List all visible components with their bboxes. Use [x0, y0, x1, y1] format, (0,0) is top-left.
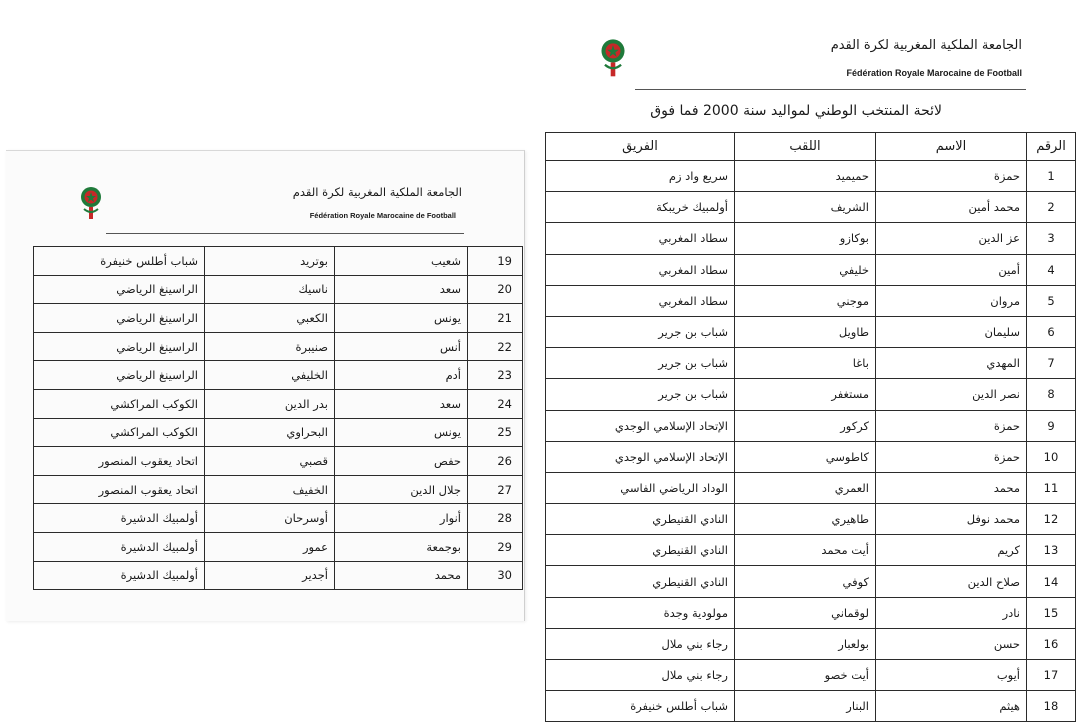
given-name-cell: سعد — [335, 389, 468, 418]
given-name-cell: سليمان — [876, 316, 1027, 347]
number-cell: 22 — [468, 332, 523, 361]
team-cell: سطاد المغربي — [546, 285, 735, 316]
given-name-cell: أدم — [335, 361, 468, 390]
team-cell: الراسينغ الرياضي — [34, 275, 205, 304]
document-page-2 — [6, 150, 525, 621]
given-name-cell: محمد أمين — [876, 192, 1027, 223]
table-row — [546, 535, 1076, 566]
table-row — [546, 161, 1076, 192]
team-cell: أولمبيك الدشيرة — [34, 504, 205, 533]
table-row — [546, 691, 1076, 722]
header-team: الفريق — [546, 133, 735, 161]
surname-cell: ناسيك — [205, 275, 335, 304]
number-cell: 11 — [1027, 472, 1076, 503]
federation-name-arabic: الجامعة الملكية المغربية لكرة القدم — [292, 185, 462, 199]
table-row — [34, 532, 523, 561]
surname-cell: البنار — [735, 691, 876, 722]
team-cell: رجاء بني ملال — [546, 628, 735, 659]
team-cell: النادي القنيطري — [546, 535, 735, 566]
number-cell: 27 — [468, 475, 523, 504]
players-table-continued — [33, 246, 523, 590]
number-cell: 7 — [1027, 348, 1076, 379]
team-cell: الإتحاد الإسلامي الوجدي — [546, 410, 735, 441]
table-row — [546, 254, 1076, 285]
table-row — [34, 361, 523, 390]
given-name-cell: أنوار — [335, 504, 468, 533]
number-cell: 4 — [1027, 254, 1076, 285]
team-cell: مولودية وجدة — [546, 597, 735, 628]
document-page-1 — [540, 18, 1080, 726]
given-name-cell: أنس — [335, 332, 468, 361]
given-name-cell: نصر الدين — [876, 379, 1027, 410]
given-name-cell: المهدي — [876, 348, 1027, 379]
table-row — [546, 285, 1076, 316]
table-row — [546, 348, 1076, 379]
number-cell: 30 — [468, 561, 523, 590]
table-row — [34, 561, 523, 590]
given-name-cell: محمد — [876, 472, 1027, 503]
team-cell: الكوكب المراكشي — [34, 418, 205, 447]
surname-cell: عمور — [205, 532, 335, 561]
table-row — [546, 504, 1076, 535]
header-divider — [635, 89, 1026, 90]
surname-cell: باغا — [735, 348, 876, 379]
team-cell: اتحاد يعقوب المنصور — [34, 447, 205, 476]
team-cell: شباب بن جرير — [546, 348, 735, 379]
table-row — [546, 316, 1076, 347]
surname-cell: الشريف — [735, 192, 876, 223]
table-row — [34, 389, 523, 418]
surname-cell: موجني — [735, 285, 876, 316]
number-cell: 25 — [468, 418, 523, 447]
surname-cell: خليفي — [735, 254, 876, 285]
given-name-cell: أيوب — [876, 660, 1027, 691]
given-name-cell: بوجمعة — [335, 532, 468, 561]
frmf-logo-icon — [598, 37, 628, 81]
team-cell: شباب أطلس خنيفرة — [34, 247, 205, 276]
given-name-cell: أمين — [876, 254, 1027, 285]
federation-name-french: Fédération Royale Marocaine de Football — [846, 68, 1022, 78]
number-cell: 3 — [1027, 223, 1076, 254]
surname-cell: كوفي — [735, 566, 876, 597]
number-cell: 5 — [1027, 285, 1076, 316]
number-cell: 9 — [1027, 410, 1076, 441]
number-cell: 24 — [468, 389, 523, 418]
given-name-cell: حمزة — [876, 441, 1027, 472]
number-cell: 2 — [1027, 192, 1076, 223]
given-name-cell: شعيب — [335, 247, 468, 276]
number-cell: 26 — [468, 447, 523, 476]
header-number: الرقم — [1027, 133, 1076, 161]
table-row — [34, 418, 523, 447]
surname-cell: طاويل — [735, 316, 876, 347]
given-name-cell: محمد — [335, 561, 468, 590]
surname-cell: طاهيري — [735, 504, 876, 535]
players-table — [545, 132, 1076, 722]
given-name-cell: هيثم — [876, 691, 1027, 722]
table-row — [34, 504, 523, 533]
team-cell: سطاد المغربي — [546, 223, 735, 254]
table-row — [546, 472, 1076, 503]
surname-cell: كركور — [735, 410, 876, 441]
given-name-cell: مروان — [876, 285, 1027, 316]
number-cell: 21 — [468, 304, 523, 333]
surname-cell: بدر الدين — [205, 389, 335, 418]
given-name-cell: محمد نوفل — [876, 504, 1027, 535]
surname-cell: أيت محمد — [735, 535, 876, 566]
number-cell: 13 — [1027, 535, 1076, 566]
surname-cell: كاطوسي — [735, 441, 876, 472]
team-cell: شباب بن جرير — [546, 379, 735, 410]
team-cell: أولمبيك الدشيرة — [34, 532, 205, 561]
table-row — [34, 447, 523, 476]
team-cell: النادي القنيطري — [546, 504, 735, 535]
surname-cell: أوسرحان — [205, 504, 335, 533]
surname-cell: مستغفر — [735, 379, 876, 410]
surname-cell: الكعبي — [205, 304, 335, 333]
table-row — [546, 379, 1076, 410]
table-row — [34, 247, 523, 276]
number-cell: 15 — [1027, 597, 1076, 628]
given-name-cell: سعد — [335, 275, 468, 304]
surname-cell: قصبي — [205, 447, 335, 476]
team-cell: أولمبيك الدشيرة — [34, 561, 205, 590]
given-name-cell: جلال الدين — [335, 475, 468, 504]
number-cell: 19 — [468, 247, 523, 276]
number-cell: 23 — [468, 361, 523, 390]
number-cell: 14 — [1027, 566, 1076, 597]
team-cell: الراسينغ الرياضي — [34, 361, 205, 390]
team-cell: سريع واد زم — [546, 161, 735, 192]
surname-cell: بوكازو — [735, 223, 876, 254]
table-row — [546, 566, 1076, 597]
number-cell: 1 — [1027, 161, 1076, 192]
given-name-cell: صلاح الدين — [876, 566, 1027, 597]
given-name-cell: حمزة — [876, 161, 1027, 192]
given-name-cell: حسن — [876, 628, 1027, 659]
number-cell: 29 — [468, 532, 523, 561]
team-cell: رجاء بني ملال — [546, 660, 735, 691]
table-row — [34, 332, 523, 361]
team-cell: الإتحاد الإسلامي الوجدي — [546, 441, 735, 472]
team-cell: أولمبيك خريبكة — [546, 192, 735, 223]
given-name-cell: نادر — [876, 597, 1027, 628]
number-cell: 28 — [468, 504, 523, 533]
table-row — [546, 192, 1076, 223]
team-cell: اتحاد يعقوب المنصور — [34, 475, 205, 504]
federation-name-french: Fédération Royale Marocaine de Football — [309, 211, 456, 220]
given-name-cell: حمزة — [876, 410, 1027, 441]
surname-cell: صنيبرة — [205, 332, 335, 361]
number-cell: 6 — [1027, 316, 1076, 347]
table-row — [546, 223, 1076, 254]
team-cell: شباب بن جرير — [546, 316, 735, 347]
table-header-row — [546, 133, 1076, 161]
team-cell: الراسينغ الرياضي — [34, 304, 205, 333]
table-row — [34, 275, 523, 304]
number-cell: 16 — [1027, 628, 1076, 659]
team-cell: الكوكب المراكشي — [34, 389, 205, 418]
surname-cell: العمري — [735, 472, 876, 503]
given-name-cell: كريم — [876, 535, 1027, 566]
federation-name-arabic: الجامعة الملكية المغربية لكرة القدم — [830, 38, 1022, 53]
surname-cell: الخليفي — [205, 361, 335, 390]
surname-cell: الخفيف — [205, 475, 335, 504]
surname-cell: بوتريد — [205, 247, 335, 276]
number-cell: 8 — [1027, 379, 1076, 410]
table-row — [546, 410, 1076, 441]
frmf-logo-icon — [78, 185, 104, 223]
table-row — [546, 660, 1076, 691]
team-cell: الراسينغ الرياضي — [34, 332, 205, 361]
table-row — [546, 628, 1076, 659]
team-cell: شباب أطلس خنيفرة — [546, 691, 735, 722]
header-given-name: الاسم — [876, 133, 1027, 161]
list-title: لائحة المنتخب الوطني لمواليد سنة 2000 فما فوق — [650, 103, 942, 119]
given-name-cell: يونس — [335, 304, 468, 333]
table-row — [34, 304, 523, 333]
table-row — [34, 475, 523, 504]
number-cell: 17 — [1027, 660, 1076, 691]
surname-cell: أجدير — [205, 561, 335, 590]
table-row — [546, 597, 1076, 628]
given-name-cell: عز الدين — [876, 223, 1027, 254]
surname-cell: حميميد — [735, 161, 876, 192]
team-cell: سطاد المغربي — [546, 254, 735, 285]
header-surname: اللقب — [735, 133, 876, 161]
header-divider — [106, 233, 464, 234]
number-cell: 18 — [1027, 691, 1076, 722]
surname-cell: لوقماني — [735, 597, 876, 628]
number-cell: 10 — [1027, 441, 1076, 472]
table-row — [546, 441, 1076, 472]
surname-cell: بولعبار — [735, 628, 876, 659]
surname-cell: أيت خصو — [735, 660, 876, 691]
team-cell: الوداد الرياضي الفاسي — [546, 472, 735, 503]
surname-cell: البحراوي — [205, 418, 335, 447]
given-name-cell: يونس — [335, 418, 468, 447]
number-cell: 20 — [468, 275, 523, 304]
team-cell: النادي القنيطري — [546, 566, 735, 597]
given-name-cell: حفص — [335, 447, 468, 476]
number-cell: 12 — [1027, 504, 1076, 535]
